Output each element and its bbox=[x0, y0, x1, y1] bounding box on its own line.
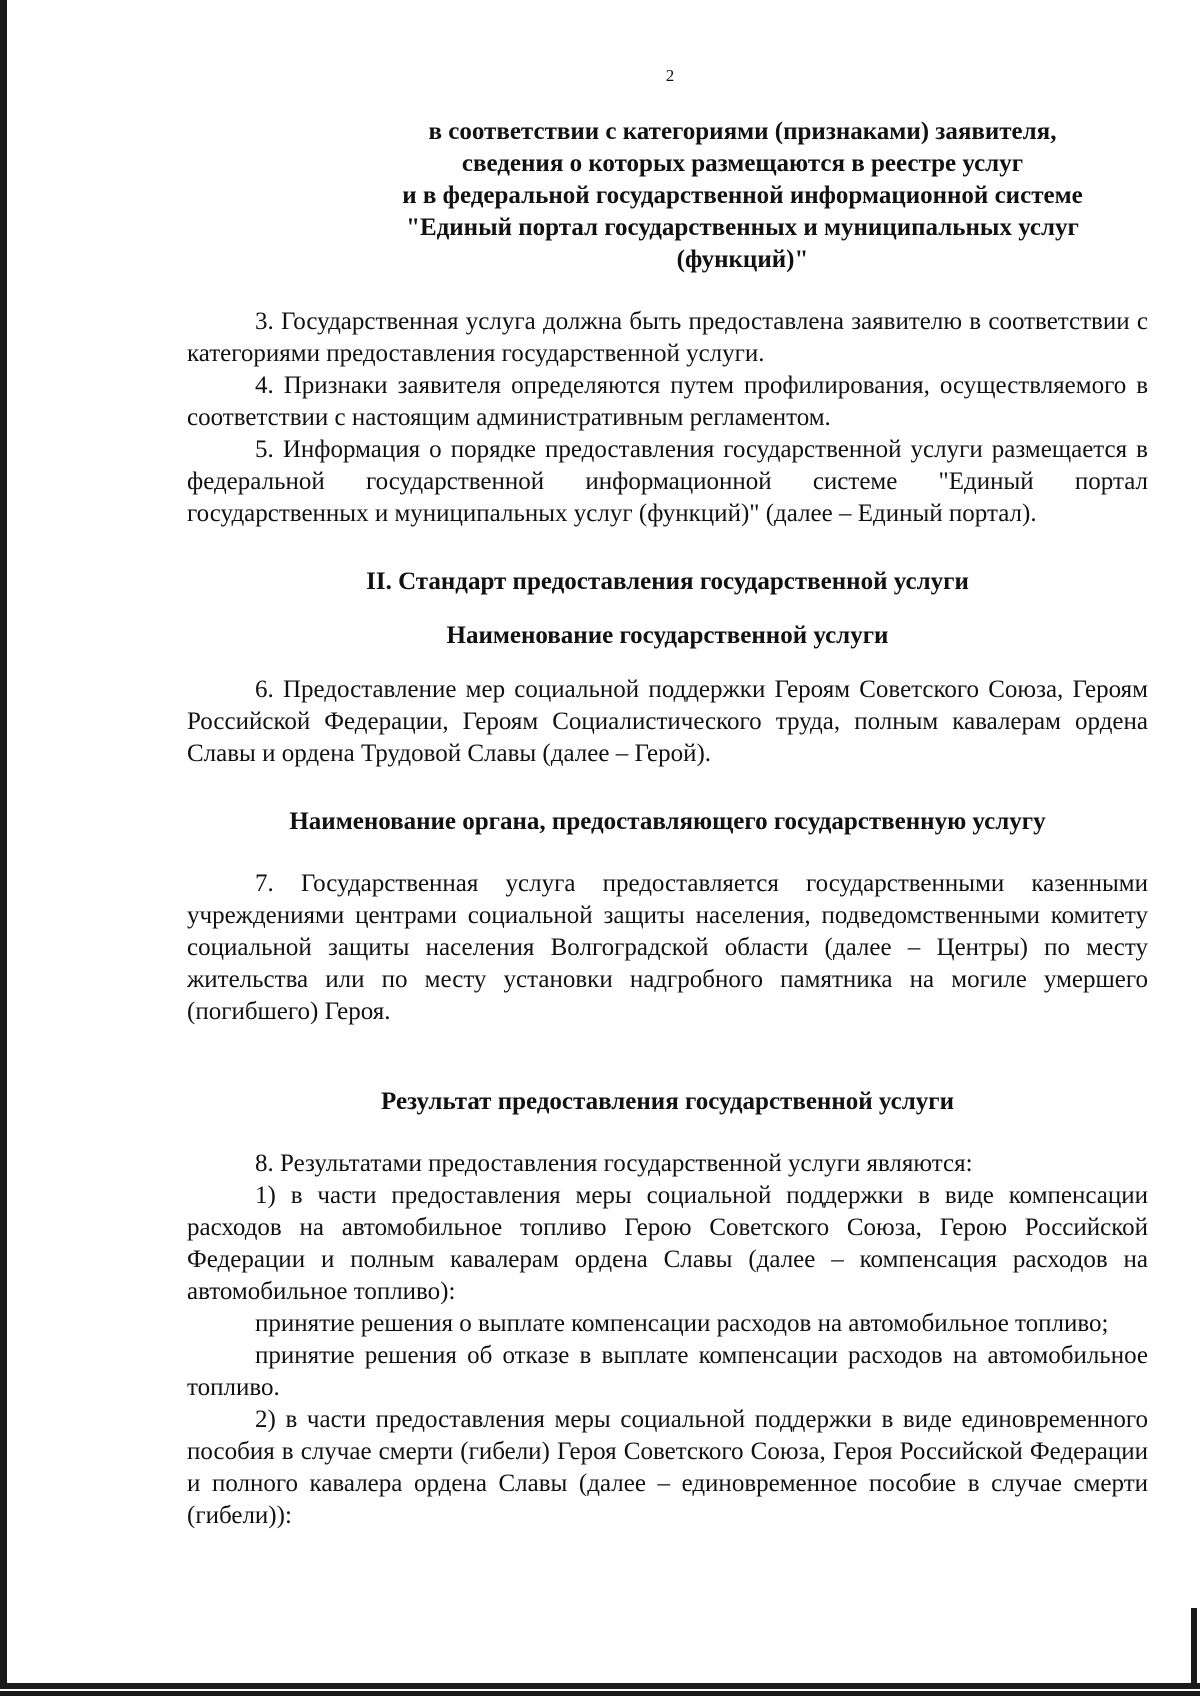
header-line: и в федеральной государственной информационной системе bbox=[402, 182, 1083, 209]
header-line: сведения о которых размещаются в реестре услуг bbox=[461, 150, 1024, 177]
paragraph-5: 5. Информация о порядке предоставления государственной услуги размещается в федеральной государственной информационной системе "Единый портал государственных и муниципальных услуг (функций)" (далее – Единый портал). bbox=[187, 436, 1148, 527]
header-line: (функций)" bbox=[676, 246, 809, 273]
paragraph-8: 8. Результатами предоставления государственной услуги являются: bbox=[255, 1150, 973, 1177]
paragraph-4: 4. Признаки заявителя определяются путем профилирования, осуществляемого в соответствии с настоящим административным регламентом. bbox=[187, 372, 1148, 431]
subsection-name-title: Наименование государственной услуги bbox=[446, 622, 889, 649]
paragraph-6: 6. Предоставление мер социальной поддержки Героям Советского Союза, Героям Российской Федерации, Героям Социалистического труда, полным кавалерам ордена Славы и ордена Трудовой Славы (далее – Герой). bbox=[187, 676, 1148, 767]
header-line: в соответствии с категориями (признаками) заявителя, bbox=[428, 118, 1057, 145]
page-number: 2 bbox=[665, 66, 675, 85]
header-line: "Единый портал государственных и муниципальных услуг bbox=[406, 214, 1079, 241]
scan-bottom-gap bbox=[0, 1689, 1200, 1691]
paragraph-8-2: 2) в части предоставления меры социальной поддержки в виде единовременного пособия в случае смерти (гибели) Героя Советского Союза, Героя Российской Федерации и полного кавалера ордена Славы (далее – единовременное пособие в случае смерти (гибели)): bbox=[187, 1406, 1148, 1529]
spacer bbox=[187, 838, 1148, 868]
subsection-result-title: Результат предоставления государственной услуги bbox=[381, 1088, 954, 1115]
section-2-title: II. Стандарт предоставления государственной услуги bbox=[366, 568, 969, 595]
spacer bbox=[187, 1064, 1148, 1086]
header-block bbox=[187, 116, 1148, 276]
spacer bbox=[187, 530, 1148, 566]
spacer bbox=[187, 1118, 1148, 1148]
spacer bbox=[187, 652, 1148, 674]
paragraph-8-1-a: принятие решения о выплате компенсации расходов на автомобильное топливо; bbox=[255, 1310, 1109, 1337]
spacer bbox=[187, 276, 1148, 306]
paragraph-7: 7. Государственная услуга предоставляется государственными казенными учреждениями центрами социальной защиты населения, подведомственными комитету социальной защиты населения Волгоградской области (далее – Центры) по месту жительства или по месту установки надгробного памятника на могиле умершего (погибшего) Героя. bbox=[187, 870, 1148, 1025]
paragraph-3: 3. Государственная услуга должна быть предоставлена заявителю в соответствии с категориями предоставления государственной услуги. bbox=[187, 308, 1148, 367]
scan-right-mark bbox=[1191, 1608, 1197, 1683]
spacer bbox=[187, 1028, 1148, 1064]
paragraph-8-1-b: принятие решения об отказе в выплате компенсации расходов на автомобильное топливо. bbox=[187, 1342, 1148, 1401]
scan-left-border bbox=[0, 0, 7, 1696]
paragraph-8-1: 1) в части предоставления меры социальной поддержки в виде компенсации расходов на автомобильное топливо Герою Советского Союза, Герою Российской Федерации и полным кавалерам ордена Славы (далее – компенсация расходов на автомобильное топливо): bbox=[187, 1182, 1148, 1305]
subsection-organ-title: Наименование органа, предоставляющего государственную услугу bbox=[289, 808, 1046, 835]
spacer bbox=[187, 770, 1148, 806]
document-body bbox=[187, 116, 1148, 1532]
spacer bbox=[187, 598, 1148, 620]
